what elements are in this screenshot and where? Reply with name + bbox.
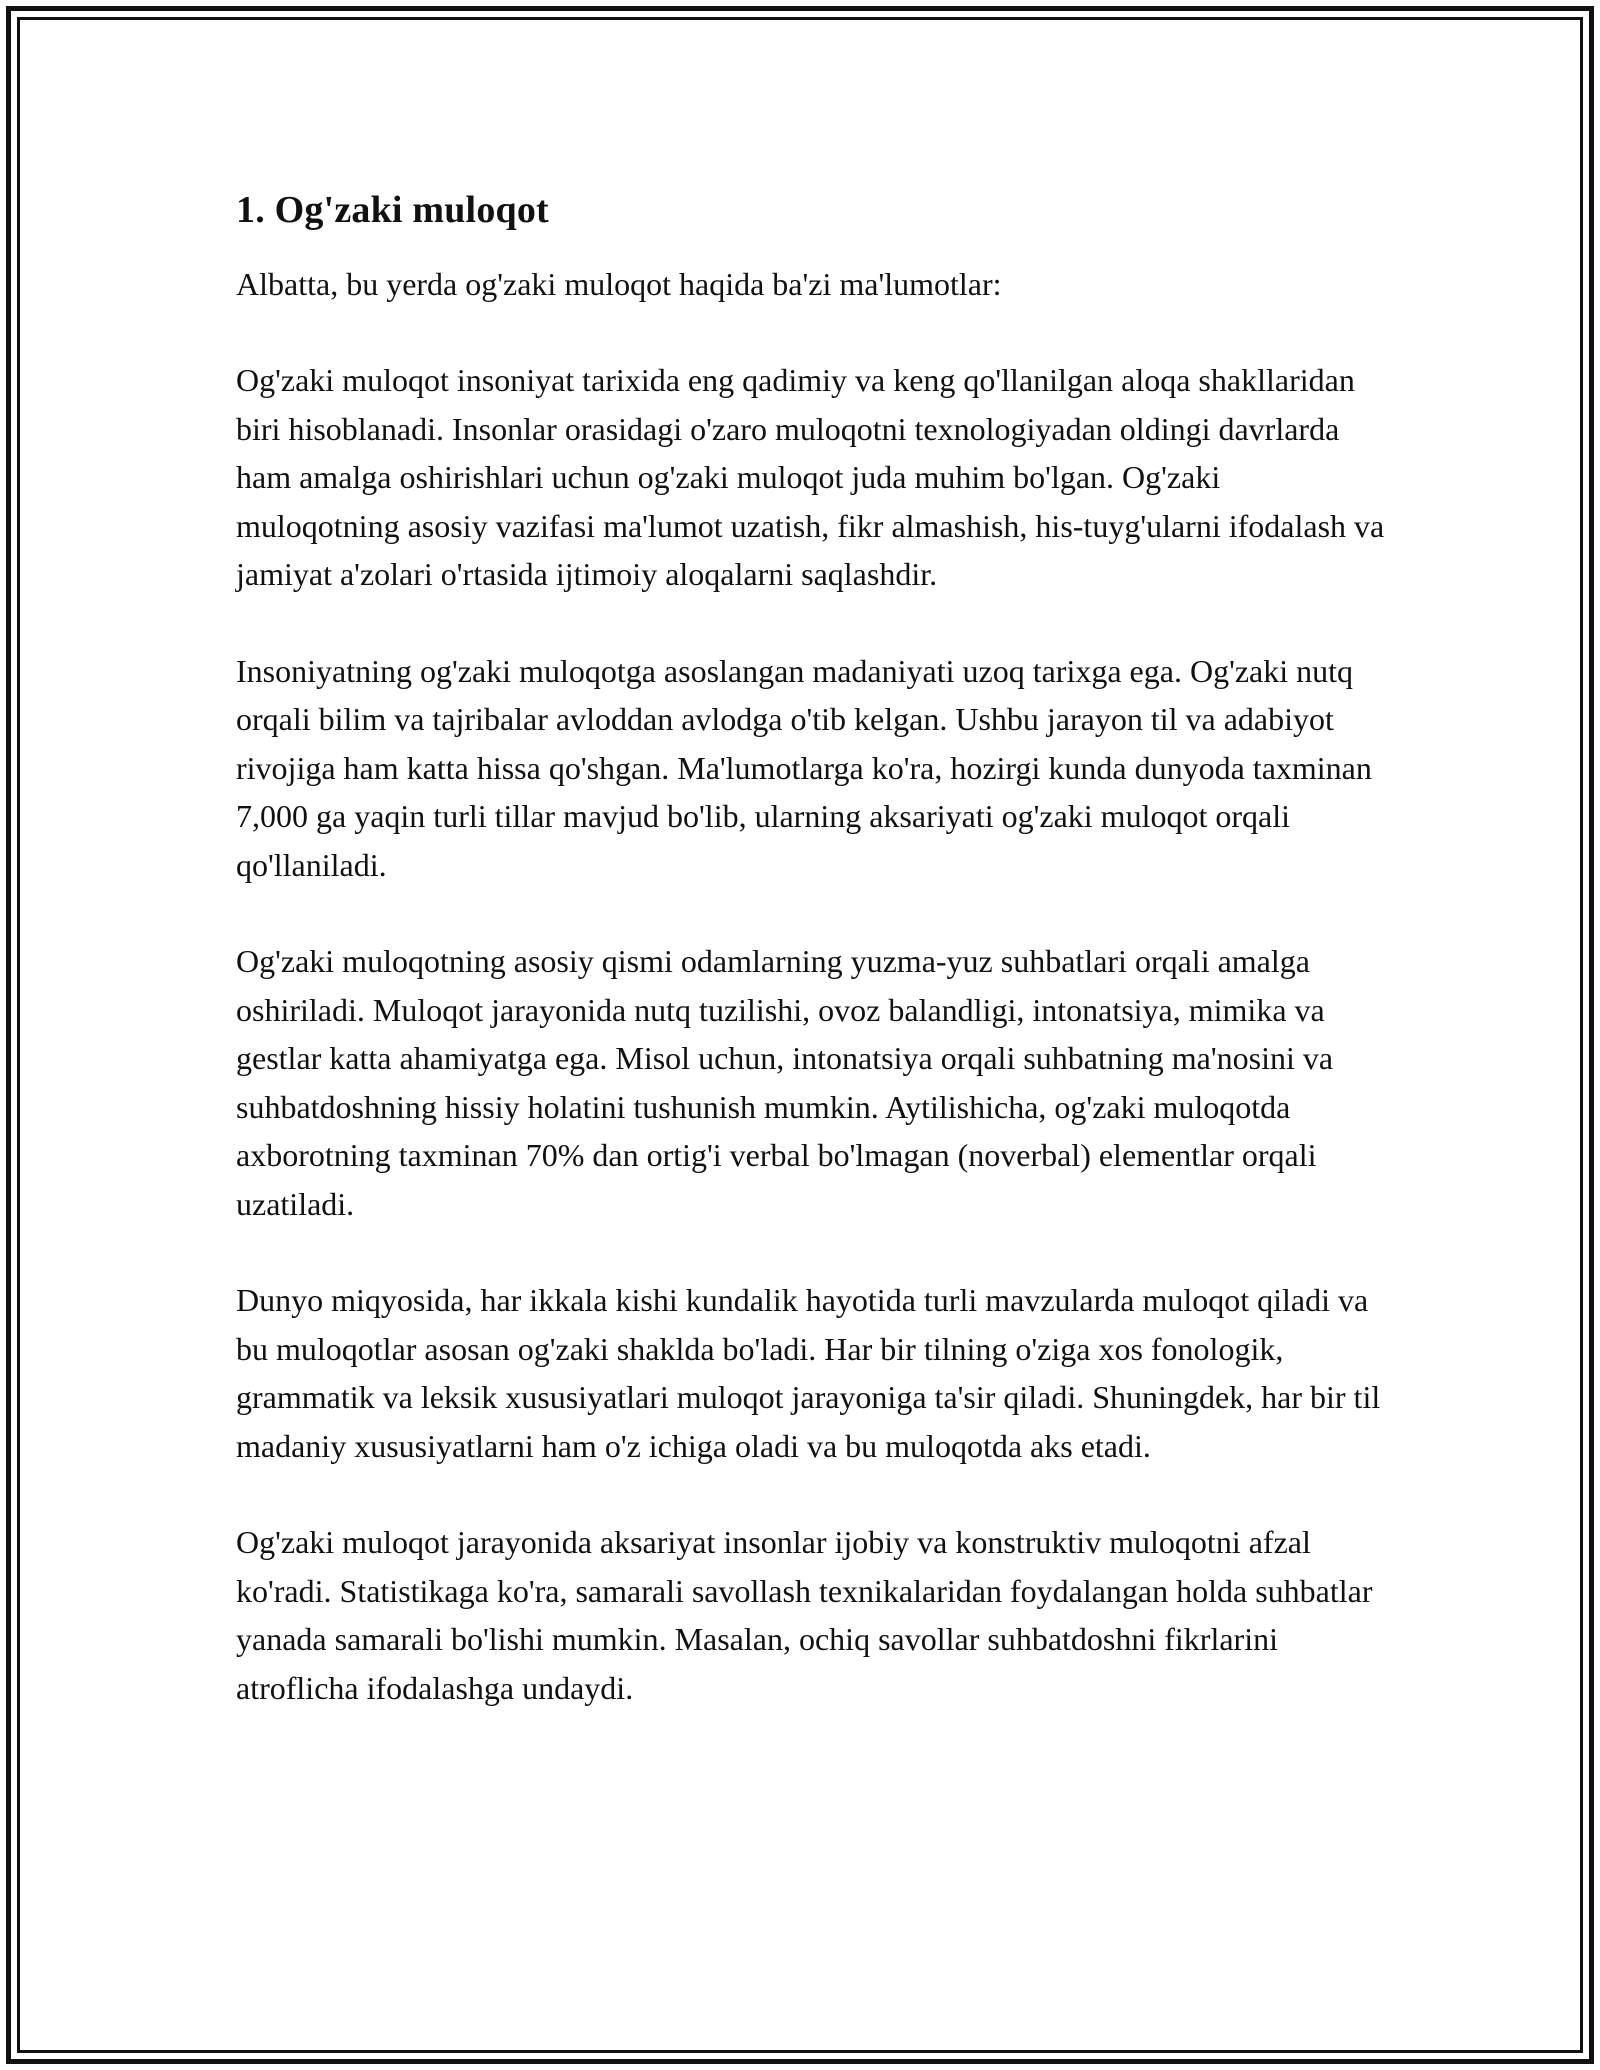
- paragraph-culture: Insoniyatning og'zaki muloqotga asoslangan madaniyati uzoq tarixga ega. Og'zaki nutq orqali bilim va tajribalar avloddan avlodga o'tib kelgan. Ushbu jarayon til va adabiyot rivojiga ham katta hissa qo'shgan. Ma'lumotlarga ko'ra, hozirgi kunda dunyoda taxminan 7,000 ga yaqin turli tillar mavjud bo'lib, ularning aksariyati og'zaki muloqot orqali qo'llaniladi.: [236, 652, 1372, 883]
- paragraph-face-to-face: Og'zaki muloqotning asosiy qismi odamlarning yuzma-yuz suhbatlari orqali amalga oshiriladi. Muloqot jarayonida nutq tuzilishi, ovoz balandligi, intonatsiya, mimika va gestlar katta ahamiyatga ega. Misol uchun, intonatsiya orqali suhbatning ma'nosini va suhbatdoshning hissiy holatini tushunish mumkin. Aytilishicha, og'zaki muloqotda axborotning taxminan 70% dan ortig'i verbal bo'lmagan (noverbal) elementlar orqali uzatiladi.: [236, 943, 1334, 1222]
- section-heading: 1. Og'zaki muloqot: [236, 189, 549, 231]
- intro-text: Albatta, bu yerda og'zaki muloqot haqida ba'zi ma'lumotlar:: [236, 266, 1002, 302]
- document-body: [236, 186, 1386, 1712]
- paragraph-history: Og'zaki muloqot insoniyat tarixida eng qadimiy va keng qo'llanilgan aloqa shakllaridan biri hisoblanadi. Insonlar orasidagi o'zaro muloqotni texnologiyadan oldingi davrlarda ham amalga oshirishlari uchun og'zaki muloqot juda muhim bo'lgan. Og'zaki muloqotning asosiy vazifasi ma'lumot uzatish, fikr almashish, his-tuyg'ularni ifodalash va jamiyat a'zolari o'rtasida ijtimoiy aloqalarni saqlashdir.: [236, 362, 1385, 592]
- paragraph-languages: Dunyo miqyosida, har ikkala kishi kundalik hayotida turli mavzularda muloqot qiladi va bu muloqotlar asosan og'zaki shaklda bo'ladi. Har bir tilning o'ziga xos fonologik, grammatik va leksik xususiyatlari muloqot jarayoniga ta'sir qiladi. Shuningdek, har bir til madaniy xususiyatlarni ham o'z ichiga oladi va bu muloqotda aks etadi.: [236, 1282, 1381, 1464]
- paragraph-constructive: Og'zaki muloqot jarayonida aksariyat insonlar ijobiy va konstruktiv muloqotni afzal ko'radi. Statistikaga ko'ra, samarali savollash texnikalaridan foydalangan holda suhbatlar yanada samarali bo'lishi mumkin. Masalan, ochiq savollar suhbatdoshni fikrlarini atroflicha ifodalashga undaydi.: [236, 1524, 1373, 1706]
